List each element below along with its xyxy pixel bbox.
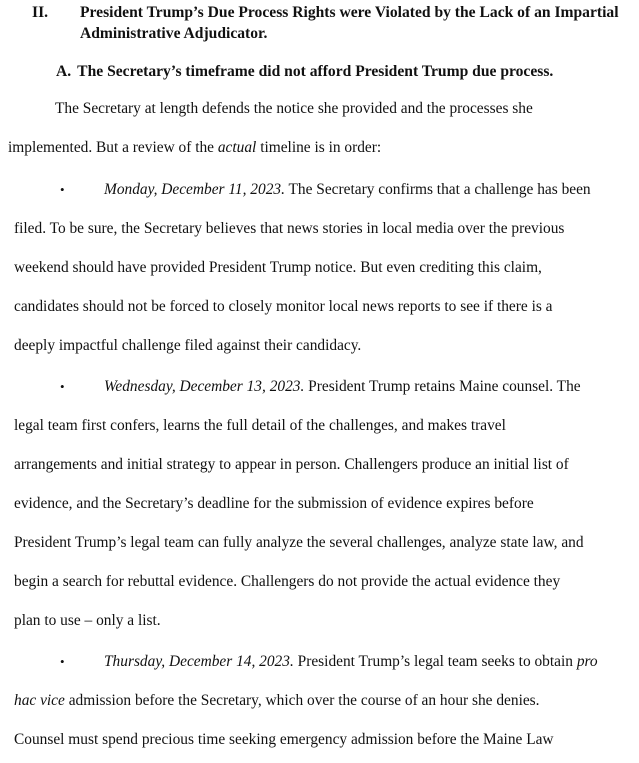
- emphasis-pro: pro: [576, 653, 598, 670]
- emphasis-actual: actual: [217, 139, 257, 156]
- intro-line-1: The Secretary at length defends the notice she provided and the processes she: [55, 100, 533, 117]
- item-2-first-line: Wednesday, December 13, 2023. President Trump retains Maine counsel. The: [104, 378, 581, 395]
- item-1-date: Monday, December 11, 2023.: [104, 181, 285, 198]
- item-1-line: deeply impactful challenge filed against their candidacy.: [14, 337, 362, 354]
- item-2-line: arrangements and initial strategy to appear in person. Challengers produce an initial list of: [14, 456, 569, 473]
- bullet-icon: •: [60, 379, 65, 394]
- item-3-first-line: Thursday, December 14, 2023. President Trump’s legal team seeks to obtain pro: [104, 653, 598, 670]
- item-1-line: filed. To be sure, the Secretary believes that news stories in local media over the previous: [14, 220, 565, 237]
- item-1-line: candidates should not be forced to closely monitor local news reports to see if there is a: [14, 298, 553, 315]
- item-1-first-line: Monday, December 11, 2023. The Secretary confirms that a challenge has been: [104, 181, 591, 198]
- item-3-line-2: hac vice admission before the Secretary, which over the course of an hour she denies.: [14, 692, 540, 709]
- section-title: President Trump’s Due Process Rights were Violated by the Lack of an Impartial Administrative Adjudicator.: [80, 4, 619, 42]
- item-2-line: President Trump’s legal team can fully analyze the several challenges, analyze state law, and: [14, 534, 584, 551]
- subheading-title: The Secretary’s timeframe did not afford President Trump due process.: [77, 63, 554, 80]
- item-2-line: plan to use – only a list.: [14, 612, 161, 629]
- item-1-line: weekend should have provided President Trump notice. But even crediting this claim,: [14, 259, 542, 276]
- subheading: [56, 61, 553, 82]
- section-number: II.: [32, 4, 49, 21]
- intro-line-2: implemented. But a review of the actual timeline is in order:: [8, 139, 382, 156]
- bullet-icon: •: [60, 182, 65, 197]
- item-2-line: legal team first confers, learns the full detail of the challenges, and makes travel: [14, 417, 506, 434]
- bullet-icon: •: [60, 654, 65, 669]
- emphasis-hac-vice: hac vice: [14, 692, 65, 709]
- item-2-line: evidence, and the Secretary’s deadline for the submission of evidence expires before: [14, 495, 534, 512]
- item-2-line: begin a search for rebuttal evidence. Challengers do not provide the actual evidence they: [14, 573, 561, 590]
- item-2-date: Wednesday, December 13, 2023.: [104, 378, 305, 395]
- item-3-date: Thursday, December 14, 2023.: [104, 653, 294, 670]
- item-3-line: Counsel must spend precious time seeking emergency admission before the Maine Law: [14, 731, 554, 748]
- subheading-letter: A.: [56, 63, 72, 80]
